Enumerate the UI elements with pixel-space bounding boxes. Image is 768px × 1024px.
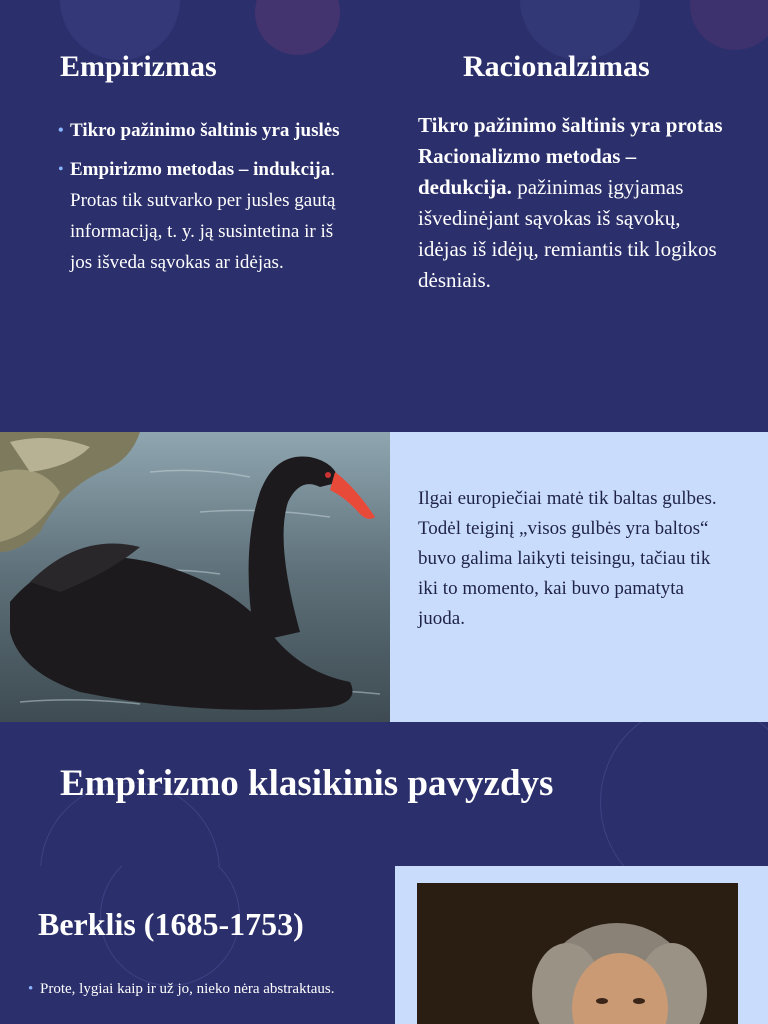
page-title: Empirizmo klasikinis pavyzdys [60, 763, 554, 804]
empirizmas-list [58, 115, 358, 286]
portrait-illustration [417, 883, 738, 1024]
black-swan-illustration [0, 432, 390, 722]
slide-berklis [0, 866, 768, 1024]
black-swan-text: Ilgai europiečiai matė tik baltas gulbes. Todėl teiginį „visos gulbės yra baltos“ buvo galima laikyti teisingu, tačiau tik iki to momento, kai buvo pamatyta juoda. [418, 488, 717, 629]
portrait-frame [395, 866, 768, 1024]
decorative-circle [690, 0, 768, 50]
list-item [58, 154, 358, 278]
heading-empirizmas: Empirizmas [60, 50, 217, 83]
berklis-title: Berklis (1685-1753) [38, 906, 304, 942]
black-swan-photo [0, 432, 390, 722]
berklis-list [28, 978, 368, 1001]
bold-text: Racionalizmo metodas – dedukcija. [418, 144, 637, 199]
bold-text: Empirizmo metodas – indukcija [70, 159, 331, 180]
bold-text: Tikro pažinimo šaltinis yra protas [418, 113, 723, 137]
heading-racionalizmas: Racionalzimas [463, 50, 650, 83]
body-text: . Protas tik sutvarko per jusles gautą informaciją, t. y. ją susintetina ir iš jos išveda sąvokas ar idėjas. [70, 159, 336, 273]
decorative-circle [600, 722, 768, 866]
slide-empirizmas-racionalizmas [0, 0, 768, 432]
racionalizmas-text [418, 110, 728, 296]
list-item: • Tikro pažinimo šaltinis yra juslės [58, 115, 358, 146]
decorative-circle [255, 0, 340, 55]
body-text: pažinimas įgyjamas išvedinėjant sąvokas iš sąvokų, idėjas iš idėjų, remiantis tik logikos dėsniais. [418, 175, 717, 292]
berklis-portrait [417, 883, 738, 1024]
slide-black-swan [0, 432, 768, 722]
list-item: • Prote, lygiai kaip ir už jo, nieko nėra abstraktaus. [28, 978, 368, 1001]
slide-empirizmo-pavyzdys [0, 722, 768, 866]
